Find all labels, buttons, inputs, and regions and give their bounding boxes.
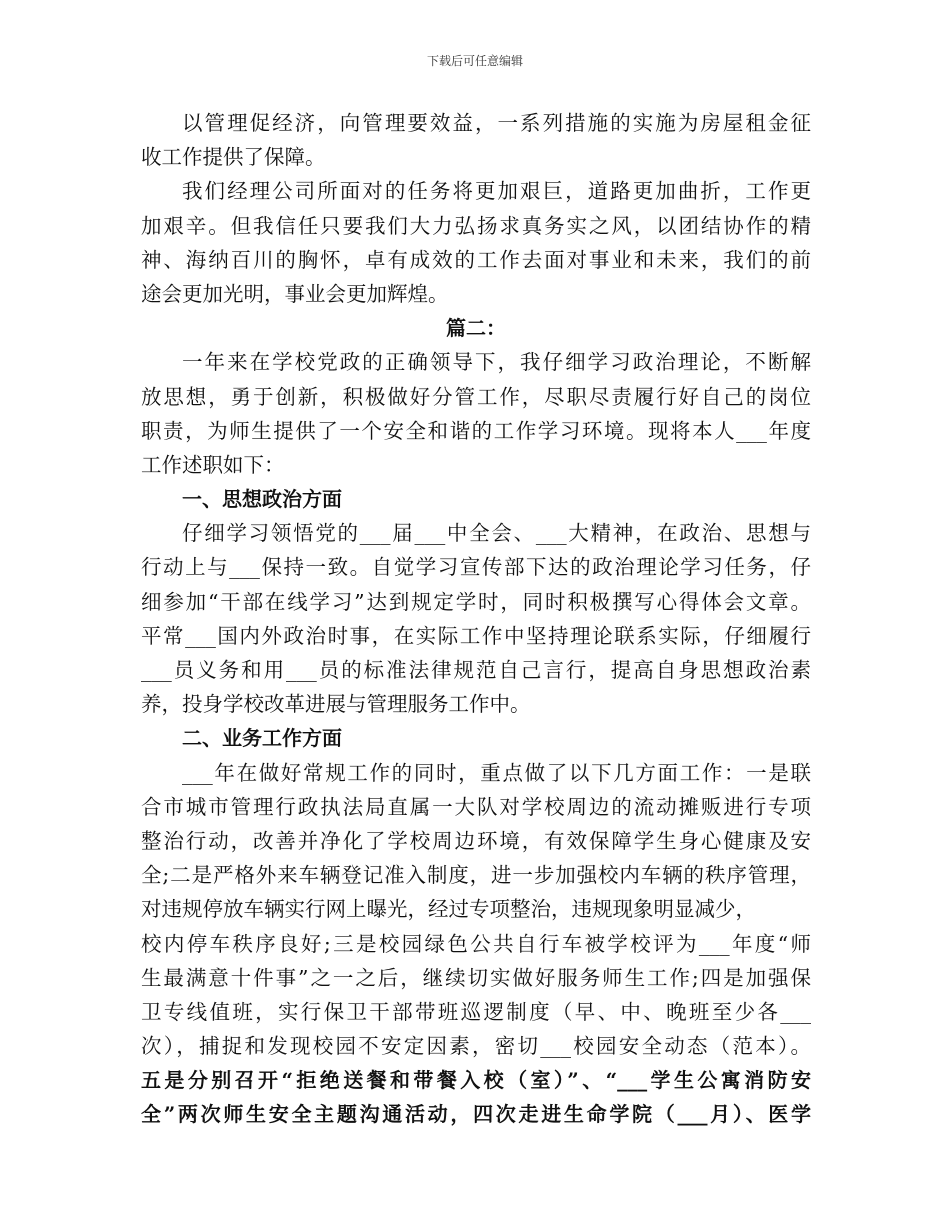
text-line: ___员义务和用___员的标准法律规范自己言行，提高自身思想政治素 [141,658,811,682]
document-body [141,106,811,1132]
text-line: 全;二是严格外来车辆登记准入制度，进一步加强校内车辆的秩序管理， [141,863,811,888]
page-header: 下载后可任意编辑 [426,54,523,68]
text-line: 一年来在学校党政的正确领导下，我仔细学习政治理论，不断解 [182,350,811,375]
text-line: 对违规停放车辆实行网上曝光，经过专项整治，违规现象明显减少， [141,897,756,922]
text-line: 神、海纳百川的胸怀，卓有成效的工作去面对事业和未来，我们的前 [141,247,811,272]
text-line: 卫专线值班，实行保卫干部带班巡逻制度（早、中、晚班至少各___ [141,999,811,1024]
text-line: 仔细学习领悟党的___届___中全会、___大精神，在政治、思想与 [182,521,811,546]
text-line: 以管理促经济，向管理要效益，一系列措施的实施为房屋租金征 [182,111,811,135]
text-line: 生最满意十件事”之一之后，继续切实做好服务师生工作;四是加强保 [141,965,811,990]
section-heading: 二、业务工作方面 [182,726,342,751]
text-line: 途会更加光明，事业会更加辉煌。 [141,281,449,306]
text-line: 加艰辛。但我信任只要我们大力弘扬求真务实之风，以团结协作的精 [141,213,811,238]
text-line: 放思想，勇于创新，积极做好分管工作，尽职尽责履行好自己的岗位 [141,384,811,409]
text-line: 平常___国内外政治时事，在实际工作中坚持理论联系实际，仔细履行 [141,623,811,648]
text-line: 次），捕捉和发现校园不安定因素，密切___校园安全动态（范本）。 [141,1034,811,1059]
text-line: 行动上与___保持一致。自觉学习宣传部下达的政治理论学习任务，仔 [141,555,811,580]
text-line: 收工作提供了保障。 [141,145,326,170]
text-line: 合市城市管理行政执法局直属一大队对学校周边的流动摊贩进行专项 [141,794,811,819]
text-line: 整治行动，改善并净化了学校周边环境，有效保障学生身心健康及安 [141,828,811,853]
text-line: 五是分别召开“拒绝送餐和带餐入校（室）”、“___学生公寓消防安 [141,1068,811,1093]
text-line: ___年在做好常规工作的同时，重点做了以下几方面工作：一是联 [182,760,811,785]
text-line: 养，投身学校改革进展与管理服务工作中。 [141,692,531,717]
text-line: 全”两次师生安全主题沟通活动，四次走进生命学院（___月）、医学 [141,1102,811,1127]
text-line: 我们经理公司所面对的任务将更加艰巨，道路更加曲折，工作更 [182,179,811,204]
text-line: 职责，为师生提供了一个安全和谐的工作学习环境。现将本人___年度 [141,418,811,443]
text-line: 细参加“干部在线学习”达到规定学时，同时积极撰写心得体会文章。 [141,589,811,614]
section-heading: 一、思想政治方面 [182,487,342,512]
section-title: 篇二： [446,316,506,341]
text-line: 校内停车秩序良好;三是校园绿色公共自行车被学校评为___年度“师 [141,931,811,956]
text-line: 工作述职如下： [141,452,285,477]
